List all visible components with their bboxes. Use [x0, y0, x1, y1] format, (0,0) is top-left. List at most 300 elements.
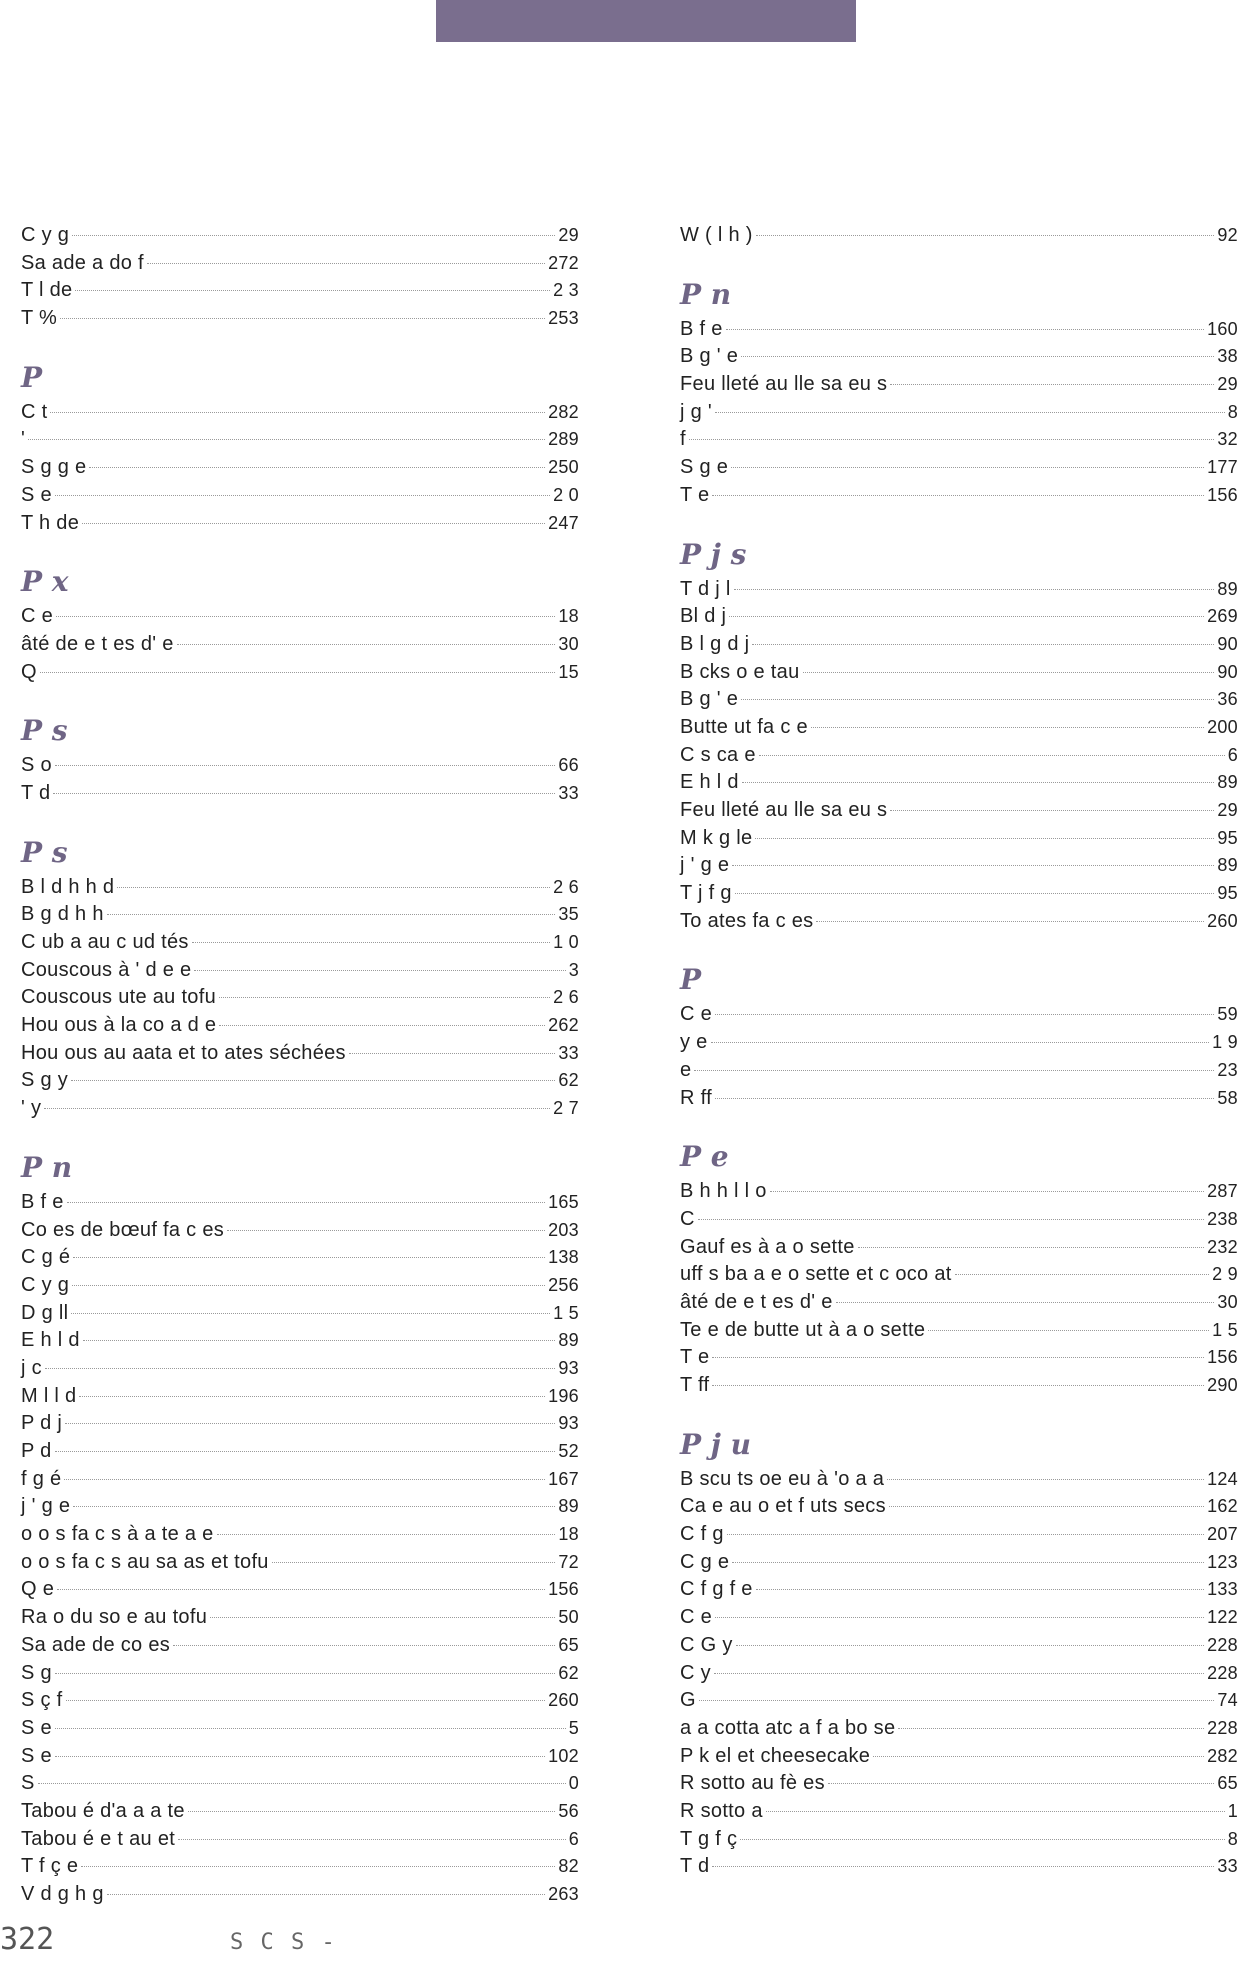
entry-name: R sotto au fè es [680, 1772, 825, 1795]
dot-leader [756, 235, 1215, 236]
dot-leader [712, 1357, 1204, 1358]
dot-leader [755, 838, 1214, 839]
entry-page-number: 228 [1207, 1634, 1238, 1655]
entry-page-number: 72 [558, 1551, 579, 1572]
index-entry [21, 1798, 579, 1826]
index-section [680, 278, 1238, 510]
entry-page-number: 203 [548, 1219, 579, 1240]
entry-name: P k el et cheesecake [680, 1744, 871, 1767]
dot-leader [72, 1285, 545, 1286]
index-entry [680, 1770, 1238, 1798]
index-entry [680, 1029, 1238, 1057]
index-entry [21, 426, 579, 454]
entry-page-number: 58 [1217, 1087, 1238, 1108]
entry-page-number: 65 [1217, 1773, 1238, 1794]
entry-name: S ç f [21, 1689, 63, 1712]
entry-page-number: 1 0 [553, 932, 579, 952]
page-number: 322 [0, 1922, 55, 1957]
entry-page-number: 160 [1207, 318, 1238, 339]
dot-leader [38, 1783, 566, 1784]
index-entry [21, 1438, 579, 1466]
entry-name: T h de [21, 511, 80, 534]
entry-name: P d j [21, 1412, 63, 1435]
entry-page-number: 2 9 [1212, 1264, 1238, 1285]
entry-page-number: 260 [1207, 910, 1238, 931]
section-heading: P j s [680, 537, 747, 571]
index-entry [680, 1687, 1238, 1715]
entry-name: B h h l l o [680, 1180, 767, 1203]
entry-page-number: 156 [1207, 1347, 1238, 1368]
dot-leader [44, 1108, 550, 1109]
dot-leader [349, 1053, 556, 1054]
entry-page-number: 50 [558, 1607, 579, 1628]
entry-page-number: 122 [1207, 1607, 1238, 1628]
entry-name: Couscous à ' d e e [21, 958, 192, 981]
entry-name: E h l d [680, 771, 739, 794]
entry-name: C g é [21, 1246, 71, 1269]
index-entry [21, 277, 579, 305]
dot-leader [740, 1839, 1224, 1840]
dot-leader [82, 523, 545, 524]
index-entry [680, 797, 1238, 825]
dot-leader [890, 810, 1214, 811]
entry-page-number: 29 [1217, 800, 1238, 820]
entry-page-number: 156 [548, 1579, 579, 1600]
entry-page-number: 228 [1207, 1717, 1238, 1738]
entry-name: Feu lleté au lle sa eu s [680, 373, 888, 396]
section-heading: P n [680, 277, 732, 311]
dot-leader [55, 1451, 556, 1452]
index-entry [680, 1372, 1238, 1400]
index-entry [21, 659, 579, 687]
index-entry [21, 222, 579, 250]
dot-leader [83, 1340, 556, 1341]
entry-name: j c [21, 1356, 42, 1379]
entry-page-number: 89 [558, 1330, 579, 1351]
entry-name: Tabou é d'a a a te [21, 1799, 185, 1822]
dot-leader [711, 1042, 1209, 1043]
entry-page-number: 263 [548, 1884, 579, 1904]
entry-page-number: 232 [1207, 1236, 1238, 1257]
entry-page-number: 18 [558, 606, 579, 627]
dot-leader [57, 1589, 545, 1590]
index-section [680, 538, 1238, 936]
entry-name: S g g e [21, 456, 87, 479]
dot-leader [889, 1506, 1204, 1507]
entry-name: Q [21, 660, 37, 683]
dot-leader [898, 1728, 1204, 1729]
index-entry [21, 1576, 579, 1604]
entry-page-number: 287 [1207, 1181, 1238, 1202]
index-entry [680, 1660, 1238, 1688]
index-entry [21, 1410, 579, 1438]
index-section [680, 1428, 1238, 1881]
index-entry [680, 1715, 1238, 1743]
index-entry [680, 1317, 1238, 1345]
entry-page-number: 66 [558, 755, 579, 776]
entry-name: Hou ous au aata et to ates séchées [21, 1041, 346, 1064]
entry-page-number: 6 [568, 1828, 579, 1849]
dot-leader [741, 356, 1214, 357]
index-entry [21, 1770, 579, 1798]
entry-name: M k g le [680, 826, 753, 849]
dot-leader [45, 1368, 555, 1369]
index-entry [21, 250, 579, 278]
index-entry [680, 576, 1238, 604]
dot-leader [816, 921, 1204, 922]
entry-name: T d j l [680, 577, 731, 600]
entry-page-number: 93 [558, 1357, 579, 1378]
entry-name: B l d h h d [21, 875, 115, 898]
entry-name: T j f g [680, 882, 732, 905]
dot-leader [698, 1219, 1204, 1220]
index-entry [21, 510, 579, 538]
index-entry [680, 1826, 1238, 1854]
entry-page-number: 2 6 [553, 876, 579, 897]
index-entry [21, 1067, 579, 1095]
entry-page-number: 18 [558, 1524, 579, 1545]
index-section [21, 836, 579, 1123]
section-heading: P s [21, 714, 68, 748]
entry-page-number: 2 3 [553, 280, 579, 301]
dot-leader [64, 1479, 545, 1480]
entry-name: D g ll [21, 1301, 69, 1324]
entry-page-number: 35 [558, 904, 579, 925]
entry-name: T % [21, 307, 58, 330]
entry-name: G [680, 1689, 696, 1712]
dot-leader [828, 1783, 1214, 1784]
entry-name: T d [21, 781, 51, 804]
index-entry [680, 686, 1238, 714]
index-entry [21, 1632, 579, 1660]
index-entry [21, 1715, 579, 1743]
index-entry [680, 1178, 1238, 1206]
entry-page-number: 15 [558, 661, 579, 682]
entry-page-number: 2 7 [553, 1098, 579, 1119]
entry-name: T e [680, 483, 710, 506]
entry-name: S [21, 1772, 35, 1795]
index-column-left [21, 222, 579, 1937]
dot-leader [66, 1700, 546, 1701]
entry-page-number: 162 [1207, 1496, 1238, 1517]
entry-name: S g e [680, 456, 729, 479]
entry-name: Tabou é e t au et [21, 1827, 176, 1850]
entry-name: T l de [21, 279, 73, 302]
dot-leader [177, 644, 556, 645]
dot-leader [72, 235, 555, 236]
dot-leader [219, 1025, 545, 1026]
entry-name: C [680, 1207, 695, 1230]
index-entry [21, 957, 579, 985]
index-entry [21, 1604, 579, 1632]
entry-page-number: 56 [558, 1800, 579, 1821]
entry-page-number: 0 [568, 1773, 579, 1794]
index-entry [680, 371, 1238, 399]
index-entry [680, 631, 1238, 659]
entry-page-number: 207 [1207, 1524, 1238, 1545]
index-entry [680, 1289, 1238, 1317]
index-entry [21, 1881, 579, 1909]
section-heading: P [680, 963, 702, 997]
index-entry [680, 1206, 1238, 1234]
entry-name: uff s ba a e o sette et c oco at [680, 1263, 952, 1286]
dot-leader [770, 1191, 1204, 1192]
entry-page-number: 33 [558, 1042, 579, 1063]
dot-leader [65, 1423, 555, 1424]
entry-page-number: 6 [1227, 744, 1238, 765]
entry-name: B g ' e [680, 345, 739, 368]
index-entry [680, 1261, 1238, 1289]
dot-leader [56, 616, 555, 617]
index-entry [21, 1493, 579, 1521]
dot-leader [766, 1811, 1225, 1812]
entry-name: ' [21, 428, 26, 451]
index-entry [680, 1344, 1238, 1372]
entry-page-number: 102 [548, 1745, 579, 1766]
entry-page-number: 65 [558, 1634, 579, 1655]
entry-page-number: 260 [548, 1690, 579, 1711]
dot-leader [40, 672, 556, 673]
entry-page-number: 8 [1227, 1828, 1238, 1849]
dot-leader [89, 467, 545, 468]
index-entry [680, 742, 1238, 770]
entry-name: f [680, 428, 686, 451]
dot-leader [194, 970, 565, 971]
entry-name: T e [680, 1346, 710, 1369]
dot-leader [742, 782, 1215, 783]
entry-page-number: 30 [558, 633, 579, 654]
entry-name: C y [680, 1661, 711, 1684]
entry-page-number: 3 [568, 959, 579, 980]
section-heading: P x [21, 565, 69, 599]
entry-page-number: 1 5 [1212, 1319, 1238, 1340]
entry-name: Bl d j [680, 605, 727, 628]
entry-page-number: 123 [1207, 1551, 1238, 1572]
entry-page-number: 262 [548, 1015, 579, 1036]
entry-page-number: 1 [1227, 1800, 1238, 1821]
dot-leader [188, 1811, 556, 1812]
entry-page-number: 269 [1207, 606, 1238, 627]
index-entry [680, 825, 1238, 853]
entry-name: C t [21, 400, 48, 423]
entry-name: Sa ade de co es [21, 1633, 171, 1656]
index-entry [21, 454, 579, 482]
entry-name: S g [21, 1661, 52, 1684]
entry-page-number: 1 5 [553, 1302, 579, 1323]
index-entry [680, 852, 1238, 880]
index-entry [680, 714, 1238, 742]
index-entry [21, 1355, 579, 1383]
entry-name: B f e [680, 317, 723, 340]
index-entry [21, 1327, 579, 1355]
entry-page-number: 177 [1207, 457, 1238, 478]
entry-page-number: 256 [548, 1274, 579, 1295]
entry-name: B f e [21, 1190, 64, 1213]
entry-name: Couscous ute au tofu [21, 986, 217, 1009]
dot-leader [55, 495, 550, 496]
entry-page-number: 196 [548, 1385, 579, 1406]
index-entry [21, 874, 579, 902]
section-heading: P n [21, 1150, 73, 1184]
entry-page-number: 74 [1217, 1690, 1238, 1711]
entry-name: S e [21, 1744, 52, 1767]
index-entry [680, 659, 1238, 687]
dot-leader [735, 893, 1215, 894]
entry-name: V d g h g [21, 1883, 104, 1905]
section-heading: P s [21, 835, 68, 869]
dot-leader [699, 1700, 1215, 1701]
dot-leader [117, 887, 550, 888]
dot-leader [890, 384, 1214, 385]
entry-page-number: 289 [548, 429, 579, 450]
entry-name: E h l d [21, 1329, 80, 1352]
dot-leader [55, 1673, 555, 1674]
index-column-right [680, 222, 1238, 1909]
entry-name: S e [21, 483, 52, 506]
index-entry [21, 752, 579, 780]
index-entry [680, 1493, 1238, 1521]
index-section [21, 1151, 579, 1909]
section-heading: P j u [680, 1427, 752, 1461]
index-entry [680, 1632, 1238, 1660]
entry-name: C s ca e [680, 743, 756, 766]
entry-page-number: 89 [1217, 855, 1238, 876]
entry-page-number: 90 [1217, 633, 1238, 654]
entry-page-number: 165 [548, 1191, 579, 1212]
dot-leader [836, 1302, 1215, 1303]
index-entry [21, 1521, 579, 1549]
entry-name: o o s fa c s au sa as et tofu [21, 1550, 269, 1573]
index-entry [680, 603, 1238, 631]
entry-name: C e [680, 1606, 713, 1629]
entry-page-number: 29 [1217, 374, 1238, 395]
dot-leader [219, 997, 550, 998]
dot-leader [55, 1756, 545, 1757]
dot-leader [715, 1098, 1214, 1099]
entry-page-number: 36 [1217, 689, 1238, 710]
entry-page-number: 290 [1207, 1375, 1238, 1395]
entry-page-number: 282 [1207, 1745, 1238, 1766]
index-entry [21, 1040, 579, 1068]
index-section [21, 222, 579, 333]
index-section [680, 222, 1238, 250]
section-heading: P e [680, 1140, 729, 1174]
entry-page-number: 38 [1217, 346, 1238, 367]
entry-name: B scu ts oe eu à 'o a a [680, 1467, 885, 1490]
entry-name: C e [680, 1003, 713, 1026]
index-entry [680, 1234, 1238, 1262]
index-entry [680, 343, 1238, 371]
entry-name: o o s fa c s à a te a e [21, 1523, 214, 1546]
entry-name: Co es de bœuf fa c es [21, 1218, 225, 1241]
dot-leader [55, 1728, 566, 1729]
entry-page-number: 89 [1217, 578, 1238, 599]
entry-page-number: 2 0 [553, 484, 579, 505]
index-entry [680, 1057, 1238, 1085]
entry-page-number: 33 [1217, 1856, 1238, 1877]
dot-leader [75, 290, 550, 291]
entry-page-number: 33 [558, 782, 579, 803]
entry-name: C ub a au c ud tés [21, 931, 189, 953]
index-entry [680, 1521, 1238, 1549]
entry-name: Te e de butte ut à a o sette [680, 1318, 926, 1341]
dot-leader [147, 263, 545, 264]
index-entry [21, 1217, 579, 1245]
entry-page-number: 228 [1207, 1662, 1238, 1683]
dot-leader [73, 1257, 545, 1258]
dot-leader [734, 589, 1215, 590]
entry-name: S e [21, 1716, 52, 1739]
index-entry [21, 901, 579, 929]
index-entry [21, 929, 579, 957]
entry-name: Q e [21, 1578, 55, 1601]
entry-name: Feu lleté au lle sa eu s [680, 799, 888, 821]
entry-page-number: 62 [558, 1662, 579, 1683]
dot-leader [715, 412, 1225, 413]
index-entry [21, 1466, 579, 1494]
dot-leader [811, 727, 1204, 728]
index-entry [21, 603, 579, 631]
section-heading: P [21, 360, 43, 394]
entry-page-number: 32 [1217, 429, 1238, 450]
entry-page-number: 62 [558, 1070, 579, 1091]
entry-name: j ' g e [680, 854, 730, 877]
dot-leader [729, 616, 1204, 617]
entry-name: y e [680, 1031, 708, 1054]
entry-page-number: 23 [1217, 1059, 1238, 1080]
entry-page-number: 167 [548, 1468, 579, 1489]
entry-name: B g ' e [680, 688, 739, 711]
dot-leader [712, 1866, 1214, 1867]
entry-name: T d [680, 1855, 710, 1878]
entry-page-number: 2 6 [553, 987, 579, 1008]
dot-leader [28, 439, 545, 440]
entry-name: f g é [21, 1467, 62, 1490]
entry-name: Hou ous à la co a d e [21, 1014, 217, 1037]
dot-leader [873, 1756, 1204, 1757]
dot-leader [210, 1617, 555, 1618]
entry-page-number: 253 [548, 308, 579, 329]
index-entry [680, 1604, 1238, 1632]
index-entry [21, 984, 579, 1012]
running-footer: S C S - [230, 1930, 337, 1955]
dot-leader [55, 765, 555, 766]
entry-page-number: 124 [1207, 1468, 1238, 1489]
entry-page-number: 93 [558, 1413, 579, 1434]
entry-name: P d [21, 1440, 52, 1462]
index-entry [680, 1853, 1238, 1881]
dot-leader [759, 755, 1225, 756]
dot-leader [694, 1070, 1214, 1071]
dot-leader [727, 1534, 1204, 1535]
entry-name: e [680, 1058, 692, 1081]
dot-leader [732, 865, 1214, 866]
dot-leader [803, 672, 1215, 673]
dot-leader [752, 644, 1214, 645]
index-entry [680, 222, 1238, 250]
header-color-band [436, 0, 856, 42]
entry-page-number: 95 [1217, 827, 1238, 848]
index-entry [21, 1095, 579, 1123]
index-entry [680, 482, 1238, 510]
entry-name: C y g [21, 224, 70, 246]
index-entry [21, 1300, 579, 1328]
entry-name: R sotto a [680, 1799, 763, 1822]
index-entry [680, 880, 1238, 908]
entry-name: C e [21, 605, 54, 628]
index-entry [680, 1549, 1238, 1577]
entry-page-number: 5 [568, 1717, 579, 1738]
